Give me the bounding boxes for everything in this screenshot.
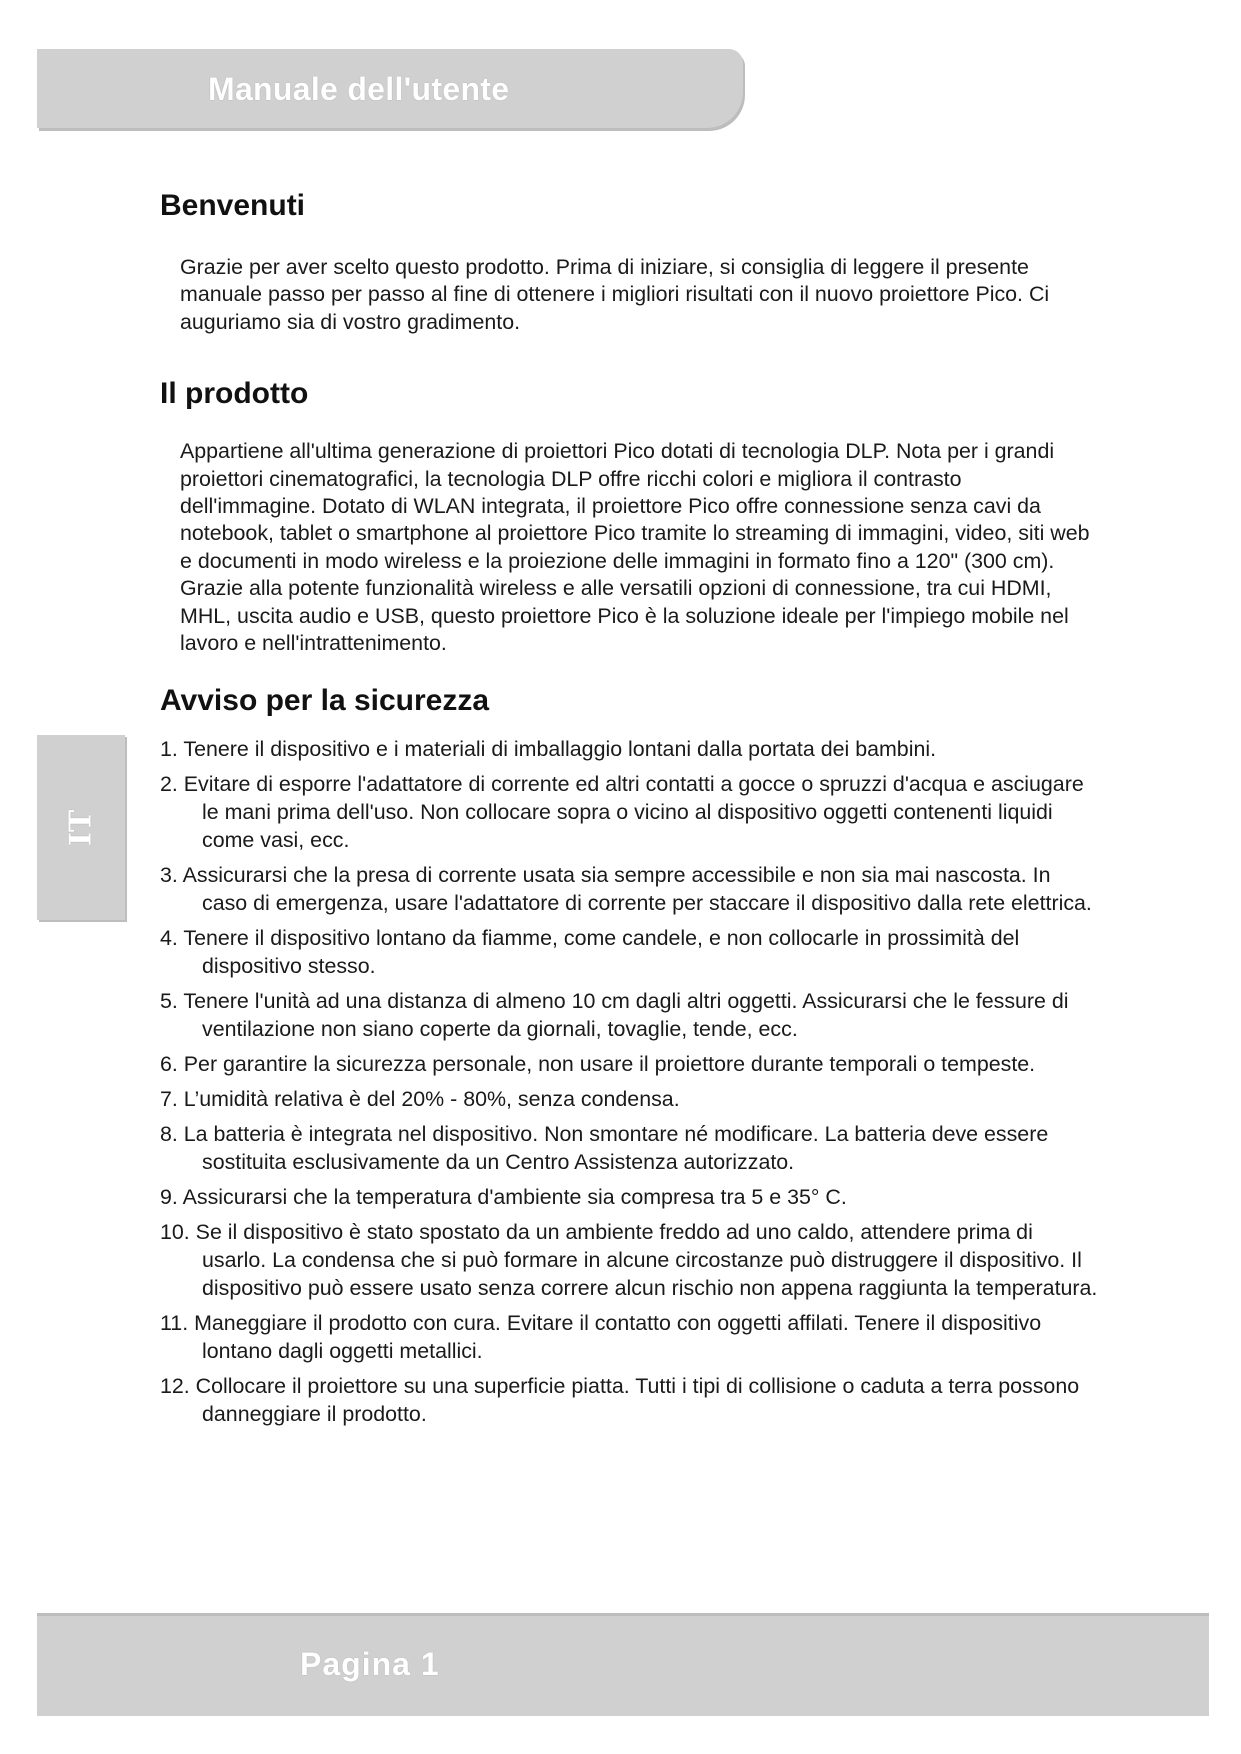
safety-item: 11. Maneggiare il prodotto con cura. Evitare il contatto con oggetti affilati. Tenere il dispositivo lontano dagli oggetti metallici. (160, 1311, 1042, 1364)
welcome-paragraph: Grazie per aver scelto questo prodotto. Prima di iniziare, si consiglia di leggere il presente manuale passo per passo al fine di ottenere i migliori risultati con il nuovo proiettore Pico. Ci auguriamo sia di vostro gradimento. (180, 255, 1050, 334)
product-section (160, 374, 1100, 657)
safety-item: 5. Tenere l'unità ad una distanza di almeno 10 cm dagli altri oggetti. Assicurarsi che le fessure di ventilazione non siano coperte da giornali, tovaglie, tende, ecc. (160, 989, 1069, 1042)
footer-bar (37, 1613, 1209, 1716)
product-heading: Il prodotto (160, 377, 309, 411)
safety-item: 8. La batteria è integrata nel dispositivo. Non smontare né modificare. La batteria deve essere sostituita esclusivamente da un Centro Assistenza autorizzato. (160, 1122, 1049, 1175)
language-label: IT (63, 809, 99, 846)
safety-item: 1. Tenere il dispositivo e i materiali di imballaggio lontani dalla portata dei bambini. (160, 737, 937, 762)
safety-item: 6. Per garantire la sicurezza personale, non usare il proiettore durante temporali o tempeste. (160, 1052, 1036, 1077)
safety-heading: Avviso per la sicurezza (160, 684, 490, 718)
language-tab (37, 735, 125, 920)
product-paragraph: Appartiene all'ultima generazione di proiettori Pico dotati di tecnologia DLP. Nota per i grandi proiettori cinematografici, la tecnologia DLP offre ricchi colori e migliora il contrasto dell'immagine. Dotato di WLAN integrata, il proiettore Pico offre connessione senza cavi da notebook, tablet o smartphone al proiettore Pico tramite lo streaming di immagini, video, siti web e documenti in modo wireless e la proiezione delle immagini in formato fino a 120" (300 cm). Grazie alla potente funzionalità wireless e alle versatili opzioni di connessione, tra cui HDMI, MHL, uscita audio e USB, questo proiettore Pico è la soluzione ideale per l'impiego mobile nel lavoro e nell'intrattenimento. (180, 439, 1090, 656)
safety-item: 12. Collocare il proiettore su una superficie piatta. Tutti i tipi di collisione o caduta a terra possono danneggiare il prodotto. (160, 1374, 1080, 1427)
safety-item: 2. Evitare di esporre l'adattatore di corrente ed altri contatti a gocce o spruzzi d'acqua e asciugare le mani prima dell'uso. Non collocare sopra o vicino al dispositivo oggetti contenenti liquidi come vasi, ecc. (160, 772, 1084, 853)
manual-title: Manuale dell'utente (208, 71, 510, 107)
safety-item: 3. Assicurarsi che la presa di corrente usata sia sempre accessibile e non sia mai nascosta. In caso di emergenza, usare l'adattatore di corrente per staccare il dispositivo dalla rete elettrica. (160, 863, 1092, 916)
safety-item: 10. Se il dispositivo è stato spostato da un ambiente freddo ad uno caldo, attendere prima di usarlo. La condensa che si può formare in alcune circostanze può distruggere il dispositivo. Il dispositivo può essere usato senza correre alcun rischio non appena raggiunta la temperatura. (160, 1220, 1098, 1301)
welcome-heading: Benvenuti (160, 189, 306, 222)
safety-item: 4. Tenere il dispositivo lontano da fiamme, come candele, e non collocarle in prossimità del dispositivo stesso. (160, 926, 1020, 979)
header-tab (37, 49, 743, 128)
safety-section (160, 681, 1100, 1428)
welcome-section (160, 186, 1100, 336)
page-number: Pagina 1 (300, 1646, 440, 1682)
safety-list (160, 735, 1100, 1428)
safety-item: 9. Assicurarsi che la temperatura d'ambiente sia compresa tra 5 e 35° C. (160, 1185, 847, 1210)
safety-item: 7. L’umidità relativa è del 20% - 80%, senza condensa. (160, 1087, 680, 1112)
page-content (160, 186, 1100, 1435)
